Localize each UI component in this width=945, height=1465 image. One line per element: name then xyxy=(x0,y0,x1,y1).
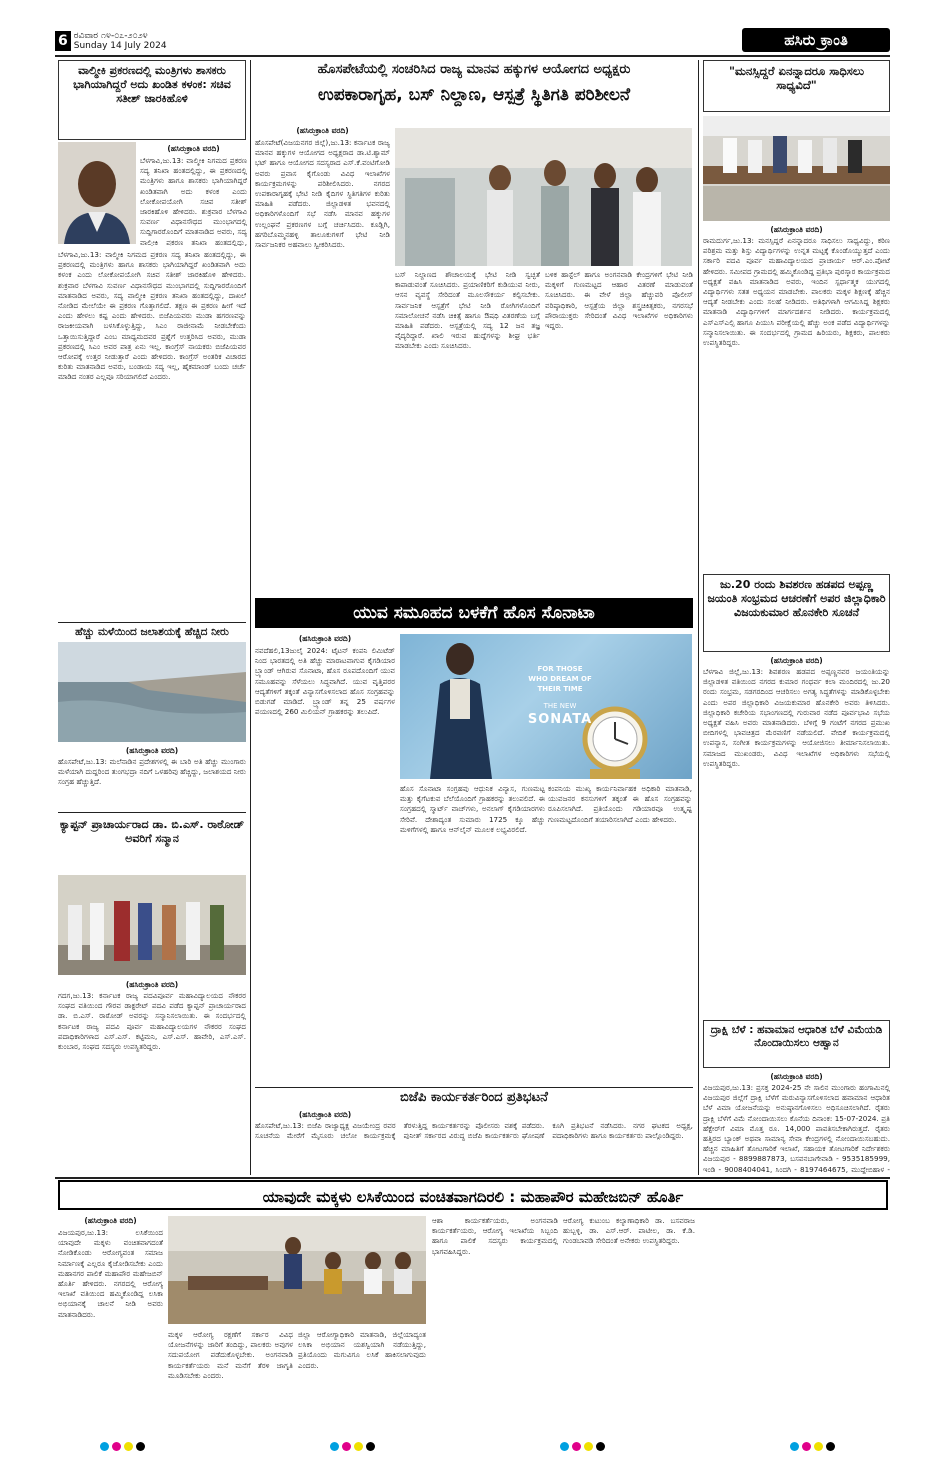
vaccination-event-image xyxy=(168,1216,426,1324)
hosapete-body-1: ಹೊಸಪೇಟೆ(ವಿಜಯನಗರ ಜಿಲ್ಲೆ),ಜು.13: ಕರ್ನಾಟಕ ರಾಜ್ಯ ಮಾನವ ಹಕ್ಕುಗಳ ಆಯೋಗದ ಅಧ್ಯಕ್ಷರಾದ ಡಾ.ಟಿ.ಶ್ಯಾಮ್ ಭಟ್ ಹಾಗೂ ಆಯೋಗದ ಸದಸ್ಯರಾದ ಎಸ್.ಕೆ.ವಂಟಿಗೋಡಿ ಅವರು ಪ್ರವಾಸ ಕೈಗೊಂಡು ವಿವಿಧ ಇಲಾಖೆಗಳ ಕಾರ್ಯಕ್ರಮಗಳನ್ನು ಪರಿಶೀಲಿಸಿದರು. ನಗರದ ಉಪಕಾರಾಗೃಹಕ್ಕೆ ಭೇಟಿ ನೀಡಿ ಕೈದಿಗಳ ಸ್ಥಿತಿಗತಿಗಳ ಕುರಿತು ಮಾಹಿತಿ ಪಡೆದರು. ಜಿಲ್ಲಾಡಳಿತ ಭವನದಲ್ಲಿ ಅಧಿಕಾರಿಗಳೊಂದಿಗೆ ಸಭೆ ನಡೆಸಿ ಮಾನವ ಹಕ್ಕುಗಳ ಉಲ್ಲಂಘನೆ ಪ್ರಕರಣಗಳ ಬಗ್ಗೆ ಚರ್ಚಿಸಿದರು. ಕೂಡ್ಲಿಗಿ, ಹಗರಿಬೊಮ್ಮನಹಳ್ಳಿ ತಾಲೂಕುಗಳಿಗೆ ಭೇಟಿ ನೀಡಿ ಸಾರ್ವಜನಿಕರ ಅಹವಾಲು ಸ್ವೀಕರಿಸಿದರು. xyxy=(255,138,390,250)
sonata-ad-tagline: FOR THOSE WHO DREAM OF THEIR TIME xyxy=(528,665,592,693)
hosapete-photo xyxy=(395,128,692,266)
registration-marks xyxy=(560,1442,605,1451)
lasike-body-2: ಮಕ್ಕಳ ಆರೋಗ್ಯ ರಕ್ಷಣೆಗೆ ಸರ್ಕಾರ ವಿವಿಧ ಯೋಜನೆಗಳನ್ನು ಜಾರಿಗೆ ತಂದಿದ್ದು, ಪಾಲಕರು ಅವುಗಳ ಸದುಪಯೋಗ ಪಡೆದುಕೊಳ್ಳಬೇಕು. ಅಂಗನವಾಡಿ ಕಾರ್ಯಕರ್ತೆಯರು ಮನೆ ಮನೆಗೆ ತೆರಳಿ ಜಾಗೃತಿ ಮೂಡಿಸಬೇಕು ಎಂದರು. xyxy=(168,1330,293,1380)
bjp-body: ಹೊಸಪೇಟೆ,ಜು.13: ಬಿಜೆಪಿ ರಾಜ್ಯಾಧ್ಯಕ್ಷ ವಿಜಯೇಂದ್ರ ರವರ ಸೂಚನೆಯ ಮೇರೆಗೆ ಮೈಸೂರು ಚಲೋ ಕಾರ್ಯಕ್ರಮಕ್ಕೆ ತೆರಳುತ್ತಿದ್ದ ಕಾರ್ಯಕರ್ತರನ್ನು ಪೊಲೀಸರು ವಶಕ್ಕೆ ಪಡೆದರು. ಪುನೀತ್ ಸರ್ಕಾರದ ವಿರುದ್ಧ ಬಿಜೆಪಿ ಕಾರ್ಯಕರ್ತರು ಘೋಷಣೆ ಕೂಗಿ ಪ್ರತಿಭಟನೆ ನಡೆಸಿದರು. ನಗರ ಘಟಕದ ಅಧ್ಯಕ್ಷ, ಪದಾಧಿಕಾರಿಗಳು ಹಾಗೂ ಕಾರ್ಯಕರ್ತರು ಪಾಲ್ಗೊಂಡಿದ್ದರು. xyxy=(255,1121,693,1141)
section-divider xyxy=(55,1177,890,1179)
valmiki-body: ಬೆಳಗಾವಿ,ಜು.13: ವಾಲ್ಮೀಕಿ ನಿಗಮದ ಪ್ರಕರಣ ಸದ್ಯ ತನಿಖಾ ಹಂತದಲ್ಲಿದ್ದು, ಈ ಪ್ರಕರಣದಲ್ಲಿ ಮಂತ್ರಿಗಳು ಹಾಗೂ ಶಾಸಕರು ಭಾಗಿಯಾಗಿದ್ದರೆ ಖಂಡಿತವಾಗಿ ಅದು ಕಳಂಕ ಎಂದು ಲೋಕೋಪಯೋಗಿ ಸಚಿವ ಸತೀಶ್ ಜಾರಕಿಹೊಳಿ ಹೇಳಿದರು. ಶುಕ್ರವಾರ ಬೆಳಗಾವಿ ಸುವರ್ಣ ವಿಧಾನಸೌಧದ ಮುಂಭಾಗದಲ್ಲಿ ಸುದ್ದಿಗಾರರೊಂದಿಗೆ ಮಾತನಾಡಿದ ಅವರು, ಸದ್ಯ ವಾಲ್ಮೀಕಿ ಪ್ರಕರಣ ತನಿಖಾ ಹಂತದಲ್ಲಿದ್ದು, ದಾಖಲೆ ನೋಡಿದ ಮೇಲೆಯೇ ಈ ಪ್ರಕರಣ ಗೊತ್ತಾಗಲಿದೆ. ತಕ್ಷಣ ಈ ಪ್ರಕರಣ ಹೀಗೆ ಇದೆ ಎಂದು ಹೇಳಲು ಕಷ್ಟ ಎಂದು ಹೇಳಿದರು. ಬಿಜೆಪಿಯವರು ಮುಡಾ ಹಗರಣವನ್ನು ರಾಜಕೀಯವಾಗಿ ಬಳಸಿಕೊಳ್ಳುತ್ತಿದ್ದು, ಸಿಎಂ ರಾಜೀನಾಮೆ ನೀಡಬೇಕೆಂದು ಒತ್ತಾಯಿಸುತ್ತಿದ್ದಾರೆ ಎಂಬ ಮಾಧ್ಯಮದವರ ಪ್ರಶ್ನೆಗೆ ಉತ್ತರಿಸಿದ ಅವರು, ಮುಡಾ ಪ್ರಕರಣದಲ್ಲಿ ಸಿಎಂ ಅವರ ಪಾತ್ರ ಏನು ಇಲ್ಲ. ಕಾಂಗ್ರೆಸ್ ನಾಯಕರು ಬಿಜೆಪಿಯವರ ಆರೋಪಕ್ಕೆ ಉತ್ತರ ನೀಡುತ್ತಾರೆ ಎಂದು ಹೇಳಿದರು. ಕಾಂಗ್ರೆಸ್ ಅಂತರಿಕ ವಿಚಾರದ ಕುರಿತು ಮಾತನಾಡಿದ ಅವರು, ಬಂಡಾಯ ಸದ್ಯ ಇಲ್ಲ, ಹೈಕಮಾಂಡ್ ಬಂದು ಚರ್ಚೆ ಮಾಡಿದ ನಂತರ ಎಲ್ಲವೂ ಸರಿಯಾಗಲಿದೆ ಎಂದರು. xyxy=(58,250,246,382)
drakshi-headline: ದ್ರಾಕ್ಷಿ ಬೆಳೆ : ಹವಾಮಾನ ಆಧಾರಿತ ಬೆಳೆ ವಿಮೆಯಡಿ ನೊಂದಾಯಿಸಲು ಆಹ್ವಾನ xyxy=(710,1024,883,1050)
black-dot xyxy=(136,1442,145,1451)
black-dot xyxy=(596,1442,605,1451)
registration-marks xyxy=(790,1442,835,1451)
header-rule xyxy=(55,55,890,57)
lasike-body-3: ಜಿಲ್ಲಾ ಆರೋಗ್ಯಾಧಿಕಾರಿ ಮಾತನಾಡಿ, ಜಿಲ್ಲೆಯಾದ್ಯಂತ ಲಸಿಕಾ ಅಭಿಯಾನ ಯಶಸ್ವಿಯಾಗಿ ನಡೆಯುತ್ತಿದ್ದು, ಪ್ರತಿಯೊಂದು ಮಗುವಿಗೂ ಲಸಿಕೆ ಹಾಕಿಸಲಾಗುವುದು ಎಂದರು. xyxy=(298,1330,426,1370)
sonata-advertisement xyxy=(400,634,692,779)
hosapete-body-2: ಬಸ್ ನಿಲ್ದಾಣದ ಶೌಚಾಲಯಕ್ಕೆ ಭೇಟಿ ನೀಡಿ ಸ್ವಚ್ಛತೆ ಕಾಪಾಡುವಂತೆ ಸೂಚಿಸಿದರು. ಪ್ರಯಾಣಿಕರಿಗೆ ಕುಡಿಯುವ ನೀರು, ಆಸನ ವ್ಯವಸ್ಥೆ ಸೇರಿದಂತೆ ಮೂಲಸೌಕರ್ಯ ಕಲ್ಪಿಸಬೇಕು. ಸಾರ್ವಜನಿಕ ಆಸ್ಪತ್ರೆಗೆ ಭೇಟಿ ನೀಡಿ ರೋಗಿಗಳೊಂದಿಗೆ ಸಮಾಲೋಚನೆ ನಡೆಸಿ ಚಿಕಿತ್ಸೆ ಹಾಗೂ ಔಷಧಿ ವಿತರಣೆಯ ಬಗ್ಗೆ ಮಾಹಿತಿ ಪಡೆದರು. ಆಸ್ಪತ್ರೆಯಲ್ಲಿ ಸದ್ಯ 12 ಜನ ತಜ್ಞ ವೈದ್ಯರಿದ್ದಾರೆ. ಖಾಲಿ ಇರುವ ಹುದ್ದೆಗಳನ್ನು ಶೀಘ್ರ ಭರ್ತಿ ಮಾಡಬೇಕು ಎಂದು ಸೂಚಿಸಿದರು. xyxy=(395,270,540,351)
sanmana-byline: (ಹಸಿರುಕ್ರಾಂತಿ ವರದಿ) xyxy=(125,980,179,989)
jalashaya-body: ಹೊಸಪೇಟೆ,ಜು.13: ಮಲೆನಾಡಿನ ಪ್ರದೇಶಗಳಲ್ಲಿ ಈ ಬಾರಿ ಅತಿ ಹೆಚ್ಚು ಮುಂಗಾರು ಮಳೆಯಾಗಿ ದುದ್ದರಿಂದ ತುಂಗಭದ್ರಾ ನದಿಗೆ ಒಳಹರಿವು ಹೆಚ್ಚಿದ್ದು, ಜಲಾಶಯದ ನೀರು ಸಂಗ್ರಹ ಹೆಚ್ಚುತ್ತಿದೆ. xyxy=(58,757,246,787)
drakshi-body: ವಿಜಯಪುರ,ಜು.13: ಪ್ರಸಕ್ತ 2024-25 ನೇ ಸಾಲಿನ ಮುಂಗಾರು ಹಂಗಾಮಿನಲ್ಲಿ ವಿಜಯಪುರ ಜಿಲ್ಲೆಗೆ ದ್ರಾಕ್ಷಿ ಬೆಳೆಗೆ ಮರುವಿನ್ಯಾಸಗೊಳಿಸಲಾದ ಹವಾಮಾನ ಆಧಾರಿತ ಬೆಳೆ ವಿಮಾ ಯೋಜನೆಯನ್ನು ಅನುಷ್ಠಾನಗೊಳಿಸಲು ಅಧಿಸೂಚಿಸಲಾಗಿದೆ. ರೈತರು ದ್ರಾಕ್ಷಿ ಬೆಳೆಗೆ ವಿಮೆ ನೋಂದಾಯಿಸಲು ಕೊನೆಯ ದಿನಾಂಕ: 15-07-2024. ಪ್ರತಿ ಹೆಕ್ಟೇರ್‌ಗೆ ವಿಮಾ ಮೊತ್ತ ರೂ. 14,000 ಪಾವತಿಸಬೇಕಾಗಿರುತ್ತದೆ. ರೈತರು ಹತ್ತಿರದ ಬ್ಯಾಂಕ್ ಅಥವಾ ಸಾಮಾನ್ಯ ಸೇವಾ ಕೇಂದ್ರಗಳಲ್ಲಿ ನೋಂದಾಯಿಸಬಹುದು. ಹೆಚ್ಚಿನ ಮಾಹಿತಿಗೆ ತೋಟಗಾರಿಕೆ ಇಲಾಖೆ, ಸಹಾಯಕ ತೋಟಗಾರಿಕೆ ನಿರ್ದೇಶಕರು ವಿಜಯಪುರ - 8899887873, ಬಸವನಬಾಗೇವಾಡಿ - 9535185999, ಇಂಡಿ - 9008404041, ಸಿಂದಗಿ - 8197464675, ಮುದ್ದೇಬಿಹಾಳ - xyxy=(703,1083,890,1174)
date-kannada: ರವಿವಾರ ೧೪-೦೭-೨೦೨೪ xyxy=(73,31,148,41)
sonata-ad-the-new: THE NEW xyxy=(543,702,577,710)
lasike-body-5: ಆರೋಗ್ಯ ಕುಟುಂಬ ಕಲ್ಯಾಣಾಧಿಕಾರಿ ಡಾ. ಬಸವರಾಜ ಹುಬ್ಬಳ್ಳಿ, ಡಾ. ಎಸ್.ಆರ್. ಪಾಟೀಲ, ಡಾ. ಕೆ.ಡಿ. ಗುಂಡಬಾವಡಿ ಸೇರಿದಂತೆ ಅನೇಕರು ಉಪಸ್ಥಿತರಿದ್ದರು. xyxy=(563,1216,695,1246)
drakshi-headline-box xyxy=(703,1020,890,1068)
registration-marks xyxy=(100,1442,145,1451)
magenta-dot xyxy=(802,1442,811,1451)
magenta-dot xyxy=(342,1442,351,1451)
bjp-headline: ಬಿಜೆಪಿ ಕಾರ್ಯಕರ್ತರಿಂದ ಪ್ರತಿಭಟನೆ xyxy=(400,1090,548,1105)
section-divider xyxy=(255,1087,693,1088)
lasike-body-4: ಆಶಾ ಕಾರ್ಯಕರ್ತೆಯರು, ಅಂಗನವಾಡಿ ಕಾರ್ಯಕರ್ತೆಯರು, ಆರೋಗ್ಯ ಇಲಾಖೆಯ ಸಿಬ್ಬಂದಿ ಹಾಗೂ ಪಾಲಿಕೆ ಸದಸ್ಯರು ಕಾರ್ಯಕ್ರಮದಲ್ಲಿ ಭಾಗವಹಿಸಿದ್ದರು. xyxy=(432,1216,558,1256)
registration-marks xyxy=(330,1442,375,1451)
reservoir-image xyxy=(58,642,246,742)
valmiki-body-top: ಬೆಳಗಾವಿ,ಜು.13: ವಾಲ್ಮೀಕಿ ನಿಗಮದ ಪ್ರಕರಣ ಸದ್ಯ ತನಿಖಾ ಹಂತದಲ್ಲಿದ್ದು, ಈ ಪ್ರಕರಣದಲ್ಲಿ ಮಂತ್ರಿಗಳು ಹಾಗೂ ಶಾಸಕರು ಭಾಗಿಯಾಗಿದ್ದರೆ ಖಂಡಿತವಾಗಿ ಅದು ಕಳಂಕ ಎಂದು ಲೋಕೋಪಯೋಗಿ ಸಚಿವ ಸತೀಶ್ ಜಾರಕಿಹೊಳಿ ಹೇಳಿದರು. ಶುಕ್ರವಾರ ಬೆಳಗಾವಿ ಸುವರ್ಣ ವಿಧಾನಸೌಧದ ಮುಂಭಾಗದಲ್ಲಿ ಸುದ್ದಿಗಾರರೊಂದಿಗೆ ಮಾತನಾಡಿದ ಅವರು, ಸದ್ಯ ವಾಲ್ಮೀಕಿ ಪ್ರಕರಣ ತನಿಖಾ ಹಂತದಲ್ಲಿದ್ದು, xyxy=(140,156,247,246)
masthead: ಹಸಿರು ಕ್ರಾಂತಿ xyxy=(742,28,890,52)
magenta-dot xyxy=(112,1442,121,1451)
cyan-dot xyxy=(560,1442,569,1451)
felicitation-image xyxy=(58,875,246,975)
lasike-body-1: ವಿಜಯಪುರ,ಜು.13: ಲಸಿಕೆಯಿಂದ ಯಾವುದೇ ಮಕ್ಕಳು ವಂಚಿತವಾಗದಂತೆ ನೋಡಿಕೊಂಡು ಆರೋಗ್ಯವಂತ ಸಮಾಜ ನಿರ್ಮಾಣಕ್ಕೆ ಎಲ್ಲರೂ ಕೈಜೋಡಿಸಬೇಕು ಎಂದು ಮಹಾನಗರ ಪಾಲಿಕೆ ಮಹಾಪೌರ ಮಹೇಜಬಿನ್ ಹೊರ್ತಿ ಹೇಳಿದರು. ನಗರದಲ್ಲಿ ಆರೋಗ್ಯ ಇಲಾಖೆ ವತಿಯಿಂದ ಹಮ್ಮಿಕೊಂಡಿದ್ದ ಲಸಿಕಾ ಅಭಿಯಾನಕ್ಕೆ ಚಾಲನೆ ನೀಡಿ ಅವರು ಮಾತನಾಡಿದರು. xyxy=(58,1228,163,1319)
lasike-byline: (ಹಸಿರುಕ್ರಾಂತಿ ವರದಿ) xyxy=(84,1216,137,1225)
sanmana-body: ಗದಗ,ಜು.13: ಕರ್ನಾಟಕ ರಾಜ್ಯ ಪದವಿಪೂರ್ವ ಮಹಾವಿದ್ಯಾಲಯದ ನೌಕರರ ಸಂಘದ ವತಿಯಿಂದ ಗೌರವ ಡಾಕ್ಟರೇಟ್ ಪದವಿ ಪಡೆದ ಕ್ಯಾಪ್ಟನ್ ಪ್ರಾಚಾರ್ಯರಾದ ಡಾ. ಬಿ.ಎಸ್. ರಾಠೋಡ್ ಅವರನ್ನು ಸನ್ಮಾನಿಸಲಾಯಿತು. ಈ ಸಂದರ್ಭದಲ್ಲಿ ಕರ್ನಾಟಕ ರಾಜ್ಯ ಪದವಿ ಪೂರ್ವ ಮಹಾವಿದ್ಯಾಲಯಗಳ ನೌಕರರ ಸಂಘದ ಪದಾಧಿಕಾರಿಗಳಾದ ಎಸ್.ಎಸ್. ಕಟ್ಟಿಮನಿ, ಎಸ್.ಎಸ್. ಹಾವೇರಿ, ಎಸ್.ಎಸ್. ಕುಂಬಾರ, ಸಂಘದ ಸದಸ್ಯರು ಉಪಸ್ಥಿತರಿದ್ದರು. xyxy=(58,991,246,1052)
jayanti-headline-box xyxy=(703,574,890,652)
hosapete-headline-2: ಉಪಕಾರಾಗೃಹ, ಬಸ್ ನಿಲ್ದಾಣ, ಆಸ್ಪತ್ರೆ ಸ್ಥಿತಿಗತಿ ಪರಿಶೀಲನೆ xyxy=(317,85,631,105)
stage-event-image xyxy=(703,116,890,221)
column-divider xyxy=(698,60,699,1175)
hosapete-headline-1: ಹೊಸಪೇಟೆಯಲ್ಲಿ ಸಂಚರಿಸಿದ ರಾಜ್ಯ ಮಾನವ ಹಕ್ಕುಗಳ ಆಯೋಗದ ಅಧ್ಯಕ್ಷರು xyxy=(317,62,631,77)
magenta-dot xyxy=(572,1442,581,1451)
hosapete-body-3: ಬಳಿಕ ಹಾಸ್ಟೆಲ್ ಹಾಗೂ ಅಂಗನವಾಡಿ ಕೇಂದ್ರಗಳಿಗೆ ಭೇಟಿ ನೀಡಿ ಮಕ್ಕಳಿಗೆ ಗುಣಮಟ್ಟದ ಆಹಾರ ವಿತರಣೆ ಮಾಡುವಂತೆ ಸೂಚಿಸಿದರು. ಈ ವೇಳೆ ಜಿಲ್ಲಾ ಹೆಚ್ಚುವರಿ ಪೊಲೀಸ್ ವರಿಷ್ಠಾಧಿಕಾರಿ, ಆಸ್ಪತ್ರೆಯ ಜಿಲ್ಲಾ ಶಸ್ತ್ರಚಿಕಿತ್ಸಕರು, ನಗರಸಭೆ ಪೌರಾಯುಕ್ತರು ಸೇರಿದಂತೆ ವಿವಿಧ ಇಲಾಖೆಗಳ ಅಧಿಕಾರಿಗಳು ಇದ್ದರು. xyxy=(545,270,693,331)
section-divider xyxy=(58,812,246,813)
sonata-ad-brand: SONATA xyxy=(527,712,593,727)
sonata-body-2: ಹೊಸ ಸೊನಾಟಾ ಸಂಗ್ರಹವು ಆಧುನಿಕ ವಿನ್ಯಾಸ, ಗುಣಮಟ್ಟ ಮತ್ತು ಕೈಗೆಟಕುವ ಬೆಲೆಯೊಂದಿಗೆ ಗ್ರಾಹಕರನ್ನು ತಲುಪಲಿದೆ. ಈ ಸಂಗ್ರಹದಲ್ಲಿ ಸ್ಮಾರ್ಟ್ ವಾಚ್‌ಗಳು, ಅನಲಾಗ್ ಕೈಗಡಿಯಾರಗಳು ಸೇರಿವೆ. ದೇಶಾದ್ಯಂತ ಸುಮಾರು 1725 ಕ್ಕೂ ಹೆಚ್ಚು ಮಳಿಗೆಗಳಲ್ಲಿ ಹಾಗೂ ಆನ್‌ಲೈನ್ ಮೂಲಕ ಲಭ್ಯವಿರಲಿದೆ. xyxy=(400,784,545,834)
sonata-byline: (ಹಸಿರುಕ್ರಾಂತಿ ವರದಿ) xyxy=(298,634,352,643)
hosapete-byline: (ಹಸಿರುಕ್ರಾಂತಿ ವರದಿ) xyxy=(296,126,349,135)
felicitation-photo xyxy=(58,875,246,975)
manasiddare-byline: (ಹಸಿರುಕ್ರಾಂತಿ ವರದಿ) xyxy=(770,225,823,234)
jayanti-headline: ಜು.20 ರಂದು ಶಿವಶರಣ ಹಡಪದ ಅಪ್ಪಣ್ಣ ಜಯಂತಿ ಸಂಭ್ರಮದ ಆಚರಣೆಗೆ ಅಪರ ಜಿಲ್ಲಾಧಿಕಾರಿ ವಿಜಯಕುಮಾರ ಹೊನಕೇರಿ ಸೂಚನೆ xyxy=(707,578,886,619)
cyan-dot xyxy=(330,1442,339,1451)
sonata-headline: ಯುವ ಸಮೂಹದ ಬಳಕೆಗೆ ಹೊಸ ಸೊನಾಟಾ xyxy=(255,598,693,628)
yellow-dot xyxy=(584,1442,593,1451)
sanmana-headline: ಕ್ಯಾಪ್ಟನ್ ಪ್ರಾಚಾರ್ಯರಾದ ಡಾ. ಬಿ.ಎಸ್. ರಾಠೋಡ್ ಅವರಿಗೆ ಸನ್ಮಾನ xyxy=(59,818,245,845)
column-divider xyxy=(250,60,251,1175)
valmiki-headline-box xyxy=(58,60,246,140)
header-dateline xyxy=(74,31,167,51)
manasiddare-headline: "ಮನಸ್ಸಿದ್ದರೆ ಏನನ್ನಾದರೂ ಸಾಧಿಸಲು ಸಾಧ್ಯವಿದೆ" xyxy=(728,64,865,93)
jayanti-byline: (ಹಸಿರುಕ್ರಾಂತಿ ವರದಿ) xyxy=(770,656,823,665)
cyan-dot xyxy=(790,1442,799,1451)
jayanti-body: ಬೆಳಗಾವಿ ಜಿಲ್ಲೆ,ಜು.13: ಶಿವಶರಣ ಹಡಪದ ಅಪ್ಪಣ್ಣನವರ ಜಯಂತಿಯನ್ನು ಜಿಲ್ಲಾಡಳಿತ ವತಿಯಿಂದ ನಗರದ ಕುಮಾರ ಗಂಧರ್ವ ಕಲಾ ಮಂದಿರದಲ್ಲಿ ಜು.20 ರಂದು ಸಂಭ್ರಮ, ಸಡಗರದಿಂದ ಆಚರಿಸಲು ಅಗತ್ಯ ಸಿದ್ಧತೆಗಳನ್ನು ಮಾಡಿಕೊಳ್ಳಬೇಕು ಎಂದು ಅಪರ ಜಿಲ್ಲಾಧಿಕಾರಿ ವಿಜಯಕುಮಾರ ಹೊನಕೇರಿ ಅವರು ತಿಳಿಸಿದರು. ಜಿಲ್ಲಾಧಿಕಾರಿ ಕಚೇರಿಯ ಸಭಾಂಗಣದಲ್ಲಿ ಗುರುವಾರ ನಡೆದ ಪೂರ್ವಭಾವಿ ಸಭೆಯ ಅಧ್ಯಕ್ಷತೆ ವಹಿಸಿ ಅವರು ಮಾತನಾಡಿದರು. ಬೆಳಿಗ್ಗೆ 9 ಗಂಟೆಗೆ ನಗರದ ಪ್ರಮುಖ ಬೀದಿಗಳಲ್ಲಿ ಭಾವಚಿತ್ರದ ಮೆರವಣಿಗೆ ನಡೆಯಲಿದೆ. ವೇದಿಕೆ ಕಾರ್ಯಕ್ರಮದಲ್ಲಿ ಉಪನ್ಯಾಸ, ಸಂಗೀತ ಕಾರ್ಯಕ್ರಮಗಳನ್ನು ಆಯೋಜಿಸಲು ತೀರ್ಮಾನಿಸಲಾಯಿತು. ಸಮಾಜದ ಮುಖಂಡರು, ವಿವಿಧ ಇಲಾಖೆಗಳ ಅಧಿಕಾರಿಗಳು ಸಭೆಯಲ್ಲಿ ಉಪಸ್ಥಿತರಿದ್ದರು. xyxy=(703,667,890,768)
jalashaya-headline: ಹೆಚ್ಚು ಮಳೆಯಿಂದ ಜಲಾಶಯಕ್ಕೆ ಹೆಚ್ಚಿದ ನೀರು xyxy=(75,626,229,638)
manasiddare-body: ರಾಮದುರ್ಗ,ಜು.13: ಮನಸ್ಸಿದ್ದರೆ ಏನನ್ನಾದರೂ ಸಾಧಿಸಲು ಸಾಧ್ಯವಿದ್ದು, ಕಠಿಣ ಪರಿಶ್ರಮ ಮತ್ತು ಶಿಸ್ತು ವಿದ್ಯಾರ್ಥಿಗಳನ್ನು ಉನ್ನತ ಮಟ್ಟಕ್ಕೆ ಕೊಂಡೊಯ್ಯುತ್ತದೆ ಎಂದು ಸರ್ಕಾರಿ ಪದವಿ ಪೂರ್ವ ಮಹಾವಿದ್ಯಾಲಯದ ಪ್ರಾಚಾರ್ಯ ಆರ್.ಎಂ.ಪೋಟೆ ಹೇಳಿದರು. ಸಮೀಪದ ಗ್ರಾಮದಲ್ಲಿ ಹಮ್ಮಿಕೊಂಡಿದ್ದ ಪ್ರತಿಭಾ ಪುರಸ್ಕಾರ ಕಾರ್ಯಕ್ರಮದ ಅಧ್ಯಕ್ಷತೆ ವಹಿಸಿ ಮಾತನಾಡಿದ ಅವರು, ಇಂದಿನ ಸ್ಪರ್ಧಾತ್ಮಕ ಯುಗದಲ್ಲಿ ವಿದ್ಯಾರ್ಥಿಗಳು ಸತತ ಅಧ್ಯಯನ ಮಾಡಬೇಕು. ಪಾಲಕರು ಮಕ್ಕಳ ಶಿಕ್ಷಣಕ್ಕೆ ಹೆಚ್ಚಿನ ಆದ್ಯತೆ ನೀಡಬೇಕು ಎಂದು ಸಲಹೆ ನೀಡಿದರು. ಅತಿಥಿಗಳಾಗಿ ಆಗಮಿಸಿದ್ದ ಶಿಕ್ಷಕರು ಮಾತನಾಡಿ ವಿದ್ಯಾರ್ಥಿಗಳಿಗೆ ಮಾರ್ಗದರ್ಶನ ನೀಡಿದರು. ಕಾರ್ಯಕ್ರಮದಲ್ಲಿ ಎಸ್ಎಸ್ಎಲ್ಸಿ ಹಾಗೂ ಪಿಯುಸಿ ಪರೀಕ್ಷೆಯಲ್ಲಿ ಹೆಚ್ಚು ಅಂಕ ಪಡೆದ ವಿದ್ಯಾರ್ಥಿಗಳನ್ನು ಸನ್ಮಾನಿಸಲಾಯಿತು. ಈ ಸಂದರ್ಭದಲ್ಲಿ ಗ್ರಾಮದ ಹಿರಿಯರು, ಶಿಕ್ಷಕರು, ಪಾಲಕರು ಉಪಸ್ಥಿತರಿದ್ದರು. xyxy=(703,236,890,348)
minister-portrait xyxy=(58,142,136,244)
yellow-dot xyxy=(354,1442,363,1451)
officials-inspection-image xyxy=(395,128,692,266)
portrait-image xyxy=(58,142,136,244)
black-dot xyxy=(826,1442,835,1451)
yellow-dot xyxy=(124,1442,133,1451)
bjp-byline: (ಹಸಿರುಕ್ರಾಂತಿ ವರದಿ) xyxy=(298,1110,352,1119)
cyan-dot xyxy=(100,1442,109,1451)
page-header xyxy=(55,30,167,52)
valmiki-headline: ವಾಲ್ಮೀಕಿ ಪ್ರಕರಣದಲ್ಲಿ ಮಂತ್ರಿಗಳು ಶಾಸಕರು ಭಾಗಿಯಾಗಿದ್ದರೆ ಅದು ಖಂಡಿತ ಕಳಂಕ: ಸಚಿವ ಸತೀಶ್ ಜಾರಕಿಹೊಳಿ xyxy=(73,64,231,105)
black-dot xyxy=(366,1442,375,1451)
manasiddare-photo xyxy=(703,116,890,221)
sonata-body-3: ಕಂಪನಿಯ ಮುಖ್ಯ ಕಾರ್ಯನಿರ್ವಾಹಕ ಅಧಿಕಾರಿ ಮಾತನಾಡಿ, ಯುವಜನರ ಕನಸುಗಳಿಗೆ ತಕ್ಕಂತೆ ಈ ಹೊಸ ಸಂಗ್ರಹವನ್ನು ರೂಪಿಸಲಾಗಿದೆ. ಪ್ರತಿಯೊಂದು ಗಡಿಯಾರವೂ ಉತ್ಕೃಷ್ಟ ಗುಣಮಟ್ಟದೊಂದಿಗೆ ತಯಾರಿಸಲಾಗಿದೆ ಎಂದು ಹೇಳಿದರು. xyxy=(548,784,692,824)
drakshi-byline: (ಹಸಿರುಕ್ರಾಂತಿ ವರದಿ) xyxy=(770,1072,823,1081)
section-divider xyxy=(58,622,246,623)
yellow-dot xyxy=(814,1442,823,1451)
manasiddare-headline-box xyxy=(703,60,890,112)
jalashaya-byline: (ಹಸಿರುಕ್ರಾಂತಿ ವರದಿ) xyxy=(125,746,179,755)
reservoir-photo xyxy=(58,642,246,742)
sonata-body-1: ನವದೆಹಲಿ,13ಜುಲೈ 2024: ಟೈಟನ್ ಕಂಪನಿ ಲಿಮಿಟೆಡ್ ನಿಂದ ಭಾರತದಲ್ಲಿ ಅತಿ ಹೆಚ್ಚು ಮಾರಾಟವಾಗುವ ಕೈಗಡಿಯಾರ ಬ್ರ್ಯಾಂಡ್ ಆಗಿರುವ ಸೊನಾಟಾ, ಹೊಸ ರೂಪದೊಂದಿಗೆ ಯುವ ಸಮೂಹವನ್ನು ಸೆಳೆಯಲು ಸಿದ್ಧವಾಗಿದೆ. ಯುವ ವೃತ್ತಿಪರರ ಆದ್ಯತೆಗಳಿಗೆ ತಕ್ಕಂತೆ ವಿನ್ಯಾಸಗೊಳಿಸಲಾದ ಹೊಸ ಸಂಗ್ರಹವನ್ನು ಬಿಡುಗಡೆ ಮಾಡಿದೆ. ಬ್ರ್ಯಾಂಡ್ ತನ್ನ 25 ವರ್ಷಗಳ ಪಯಣದಲ್ಲಿ 260 ಮಿಲಿಯನ್ ಗ್ರಾಹಕರನ್ನು ತಲುಪಿದೆ. xyxy=(255,646,395,717)
valmiki-byline: (ಹಸಿರುಕ್ರಾಂತಿ ವರದಿ) xyxy=(167,144,220,153)
date-english: Sunday 14 July 2024 xyxy=(73,41,167,51)
lasike-headline: ಯಾವುದೇ ಮಕ್ಕಳು ಲಸಿಕೆಯಿಂದ ವಂಚಿತವಾಗದಿರಲಿ : ಮಹಾಪೌರ ಮಹೇಜಬಿನ್ ಹೊರ್ತಿ xyxy=(58,1180,888,1210)
page-number: 6 xyxy=(55,31,71,51)
lasike-photo xyxy=(168,1216,426,1324)
